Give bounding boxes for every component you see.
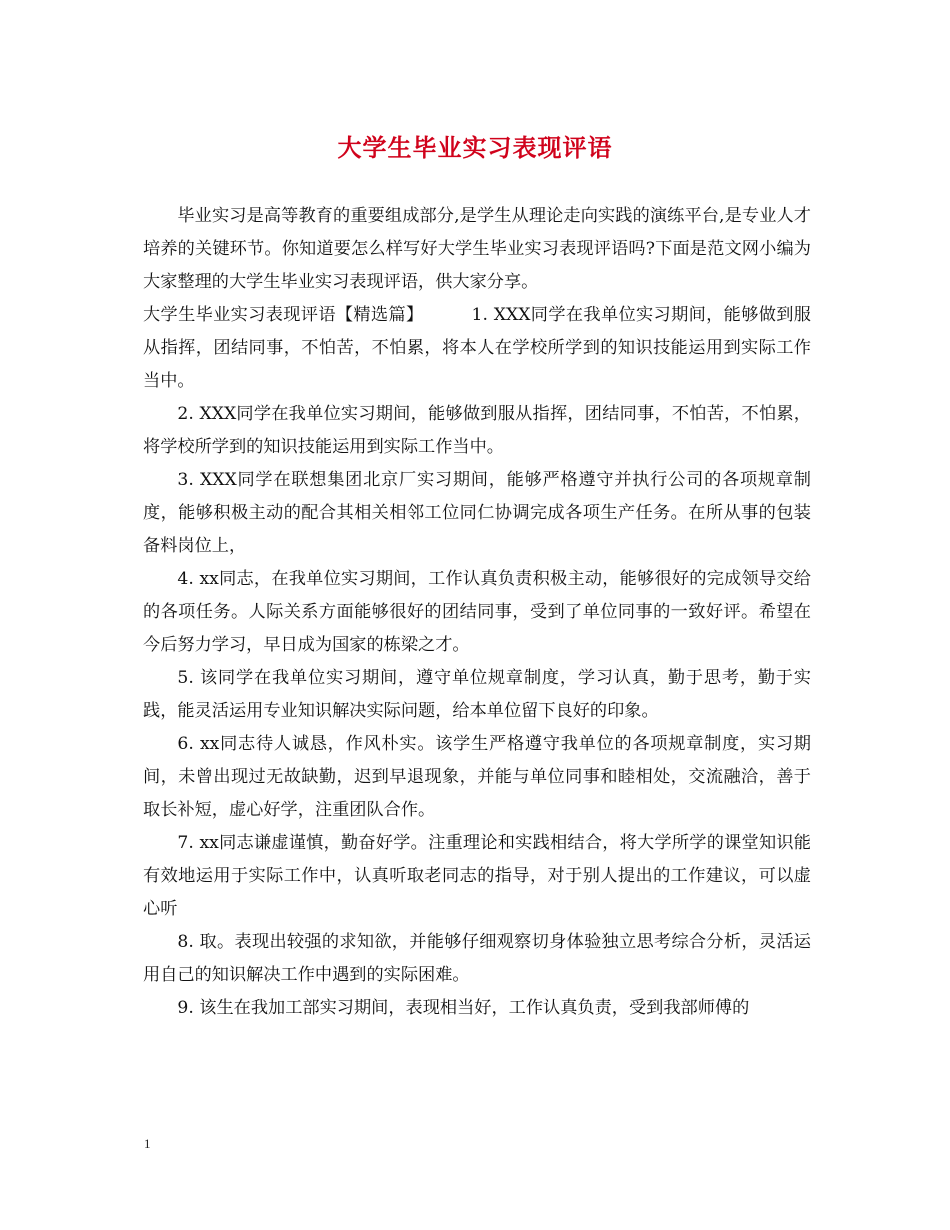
section-paragraph — [143, 299, 811, 398]
list-item: 8. 取。表现出较强的求知欲，并能够仔细观察切身体验独立思考综合分析，灵活运用自己的知识解决工作中遇到的实际困难。 — [143, 932, 811, 985]
list-item: 3. XXX同学在联想集团北京厂实习期间，能够严格遵守并执行公司的各项规章制度，能够积极主动的配合其相关相邻工位同仁协调完成各项生产任务。在所从事的包装备料岗位上， — [143, 470, 811, 556]
list-item: 7. xx同志谦虚谨慎，勤奋好学。注重理论和实践相结合，将大学所学的课堂知识能有效地运用于实际工作中，认真听取老同志的指导，对于别人提出的工作建议，可以虚心听 — [143, 833, 811, 919]
list-item: 9. 该生在我加工部实习期间，表现相当好，工作认真负责，受到我部师傅的 — [177, 998, 750, 1018]
intro-paragraph: 毕业实习是高等教育的重要组成部分,是学生从理论走向实践的演练平台,是专业人才培养的关键环节。你知道要怎么样写好大学生毕业实习表现评语吗?下面是范文网小编为大家整理的大学生毕业实习表现评语，供大家分享。 — [143, 206, 811, 292]
document-title: 大学生毕业实习表现评语 — [337, 133, 613, 162]
list-item: 2. XXX同学在我单位实习期间，能够做到服从指挥，团结同事，不怕苦，不怕累，将学校所学到的知识技能运用到实际工作当中。 — [143, 404, 811, 457]
section-heading: 大学生毕业实习表现评语【精选篇】 — [143, 305, 424, 325]
list-item: 5. 该同学在我单位实习期间，遵守单位规章制度，学习认真，勤于思考，勤于实践，能灵活运用专业知识解决实际问题，给本单位留下良好的印象。 — [143, 668, 811, 721]
document-body — [143, 200, 811, 1025]
list-item: 6. xx同志待人诚恳，作风朴实。该学生严格遵守我单位的各项规章制度，实习期间，未曾出现过无故缺勤，迟到早退现象，并能与单位同事和睦相处，交流融洽，善于取长补短，虚心好学，注重团队合作。 — [143, 734, 811, 820]
list-item: 1. XXX同学在我单位实习期间，能够做到服从指挥，团结同事，不怕苦，不怕累，将本人在学校所学到的知识技能运用到实际工作当中。 — [143, 305, 811, 391]
page-number: 1 — [144, 1136, 151, 1151]
list-item: 4. xx同志，在我单位实习期间，工作认真负责积极主动，能够很好的完成领导交给的各项任务。人际关系方面能够很好的团结同事，受到了单位同事的一致好评。希望在今后努力学习，早日成为国家的栋梁之才。 — [143, 569, 811, 655]
